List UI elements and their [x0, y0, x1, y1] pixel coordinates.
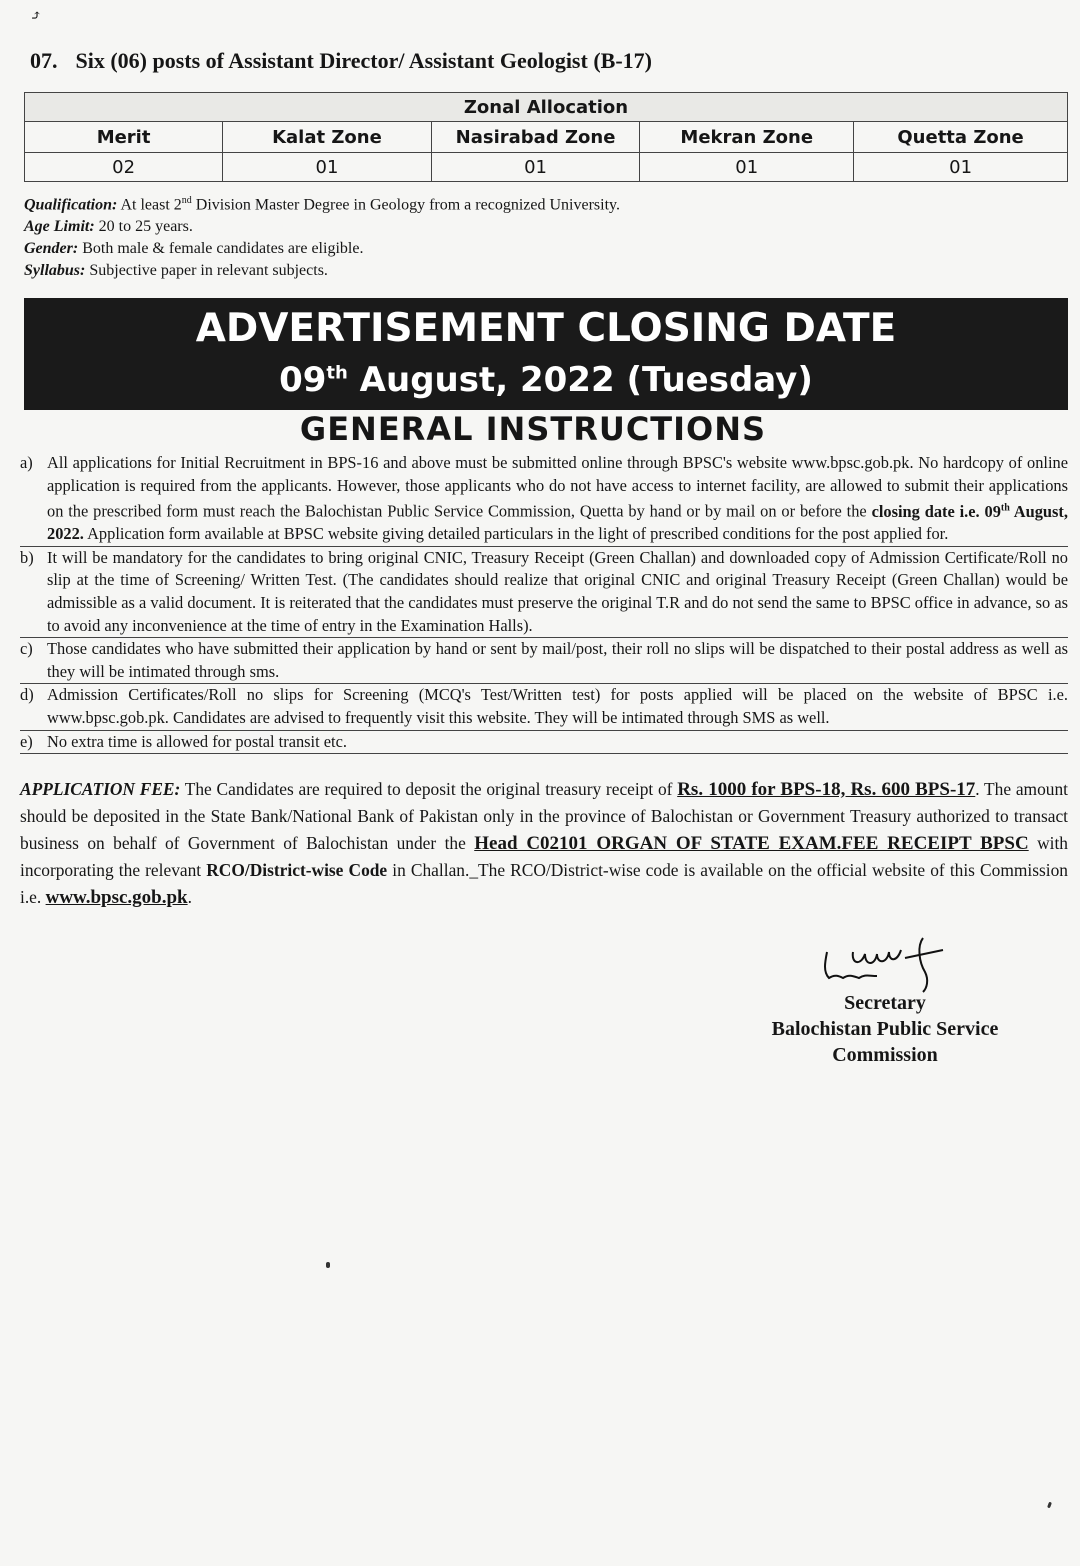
gender-label: Gender:	[24, 240, 79, 258]
scan-speck	[326, 1262, 330, 1268]
banner-date	[24, 360, 1068, 400]
fee-text-3: with incorporating the relevant	[20, 833, 1069, 880]
item-marker: b)	[20, 547, 34, 567]
closing-date-pre: closing date i.e. 09	[871, 501, 1001, 521]
banner-date-day: 09	[279, 360, 327, 400]
closing-date-post: August, 2022.	[47, 501, 1068, 544]
fee-website-link[interactable]: www.bpsc.gob.pk	[45, 887, 188, 908]
item-a-text-2: Application form available at BPSC website giving detailed particulars in the light of prescribed conditions for the post applied for.	[87, 524, 949, 544]
syllabus-label: Syllabus:	[24, 262, 86, 280]
item-e-text: No extra time is allowed for postal transit etc.	[47, 731, 347, 751]
corner-mark-icon: ⤴	[30, 9, 42, 24]
table-row	[25, 153, 1068, 182]
fee-text-5: .	[187, 887, 192, 907]
post-title: Six (06) posts of Assistant Director/ Assistant Geologist (B-17)	[75, 48, 652, 73]
item-marker: e)	[20, 731, 33, 751]
gender-line	[24, 238, 924, 260]
banner-title: ADVERTISEMENT CLOSING DATE	[195, 306, 897, 351]
closing-date-banner	[24, 298, 1068, 410]
zonal-allocation-table	[24, 92, 1068, 182]
fee-text-1: The Candidates are required to deposit the original treasury receipt of	[180, 779, 678, 799]
application-fee-paragraph	[20, 776, 1068, 911]
table-columns-row	[25, 122, 1068, 153]
fee-amount: Rs. 1000 for BPS-18, Rs. 600 BPS-17	[677, 779, 976, 800]
handwritten-signature	[805, 932, 965, 994]
value-mekran-zone: 01	[640, 153, 854, 182]
gender-text: Both male & female candidates are eligible.	[82, 240, 364, 258]
signature-block	[740, 932, 1030, 1068]
item-c-text: Those candidates who have submitted their application by hand or sent by mail/post, their roll no slips will be dispatched to their postal address as well as they will be intimated through sms.	[47, 639, 1068, 681]
column-merit: Merit	[25, 122, 223, 153]
signatory-org-line1: Balochistan Public Service	[771, 1018, 999, 1040]
banner-date-rest: August, 2022 (Tuesday)	[347, 360, 813, 400]
item-a-text-1: All applications for Initial Recruitment in BPS-16 and above must be submitted online through BPSC's website www.bpsc.gob.pk. No hardcopy of online application is required from the applicants. However, those applicants who do not have access to internet facility, are allowed to submit their applications on the prescribed form must reach the Balochistan Public Service Commission, Quetta by hand or by mail on or before the	[47, 453, 1068, 521]
item-marker: d)	[20, 685, 34, 705]
list-item	[20, 452, 1068, 547]
fee-label: APPLICATION FEE:	[20, 779, 181, 799]
banner-date-sup: th	[326, 362, 348, 384]
syllabus-line	[24, 260, 924, 282]
post-heading	[30, 48, 652, 74]
table-header-row	[25, 93, 1068, 122]
age-label: Age Limit:	[24, 218, 95, 236]
list-item	[20, 684, 1068, 730]
item-b-text: It will be mandatory for the candidates to bring original CNIC, Treasury Receipt (Green Challan) and downloaded copy of Admission Certificate/Roll no slip at the time of Screening/ Written Test. (The candidates should realize that original CNIC and original Treasury Receipt (Green Challan) would be admissible as a valid document. It is reiterated that the candidates must preserve the original T.R and do not send the same to BPSC office in advance, so as to avoid any inconvenience at the time of entry in the Examination Halls).	[47, 547, 1068, 635]
scan-speck	[1047, 1502, 1052, 1509]
column-quetta-zone: Quetta Zone	[854, 122, 1068, 153]
fee-rco: RCO/District-wise Code	[206, 860, 388, 880]
fee-head: Head C02101 ORGAN OF STATE EXAM.FEE RECEIPT BPSC	[474, 833, 1029, 854]
value-merit: 02	[25, 153, 223, 182]
instructions-list	[20, 452, 1068, 754]
fee-text-4: in Challan._The RCO/District-wise code is available on the official website of this Commission i.e.	[20, 860, 1068, 907]
age-limit-line	[24, 216, 924, 238]
qualification-label: Qualification:	[24, 196, 118, 214]
qualification-text-pre: At least 2	[120, 196, 182, 214]
value-nasirabad-zone: 01	[431, 153, 640, 182]
signatory-org-line2: Commission	[832, 1044, 938, 1066]
age-text: 20 to 25 years.	[98, 218, 193, 236]
general-instructions-title: GENERAL INSTRUCTIONS	[299, 410, 767, 448]
item-marker: a)	[20, 453, 33, 472]
item-marker: c)	[20, 639, 33, 659]
eligibility-block	[24, 190, 924, 282]
closing-date-sup: th	[1000, 502, 1010, 514]
qualification-line	[24, 190, 924, 216]
qualification-sup: nd	[181, 195, 192, 206]
qualification-text-post: Division Master Degree in Geology from a recognized University.	[191, 196, 620, 214]
column-kalat-zone: Kalat Zone	[223, 122, 432, 153]
list-item	[20, 638, 1068, 684]
item-d-text: Admission Certificates/Roll no slips for Screening (MCQ's Test/Written test) for posts applied will be placed on the website of BPSC i.e. www.bpsc.gob.pk. Candidates are advised to frequently visit this website. They will be intimated through SMS as well.	[47, 685, 1068, 727]
column-nasirabad-zone: Nasirabad Zone	[431, 122, 640, 153]
list-item	[20, 731, 1068, 755]
zonal-allocation-heading: Zonal Allocation	[25, 93, 1068, 122]
signatory-title: Secretary	[844, 992, 926, 1014]
column-mekran-zone: Mekran Zone	[640, 122, 854, 153]
fee-text-2: . The amount should be deposited in the State Bank/National Bank of Pakistan only in the province of Balochistan or Government Treasury authorized to transact business on behalf of Government of Balochistan under the	[20, 779, 1068, 853]
value-kalat-zone: 01	[223, 153, 432, 182]
list-item	[20, 547, 1068, 638]
post-number: 07.	[30, 48, 58, 73]
syllabus-text: Subjective paper in relevant subjects.	[89, 262, 328, 280]
value-quetta-zone: 01	[854, 153, 1068, 182]
